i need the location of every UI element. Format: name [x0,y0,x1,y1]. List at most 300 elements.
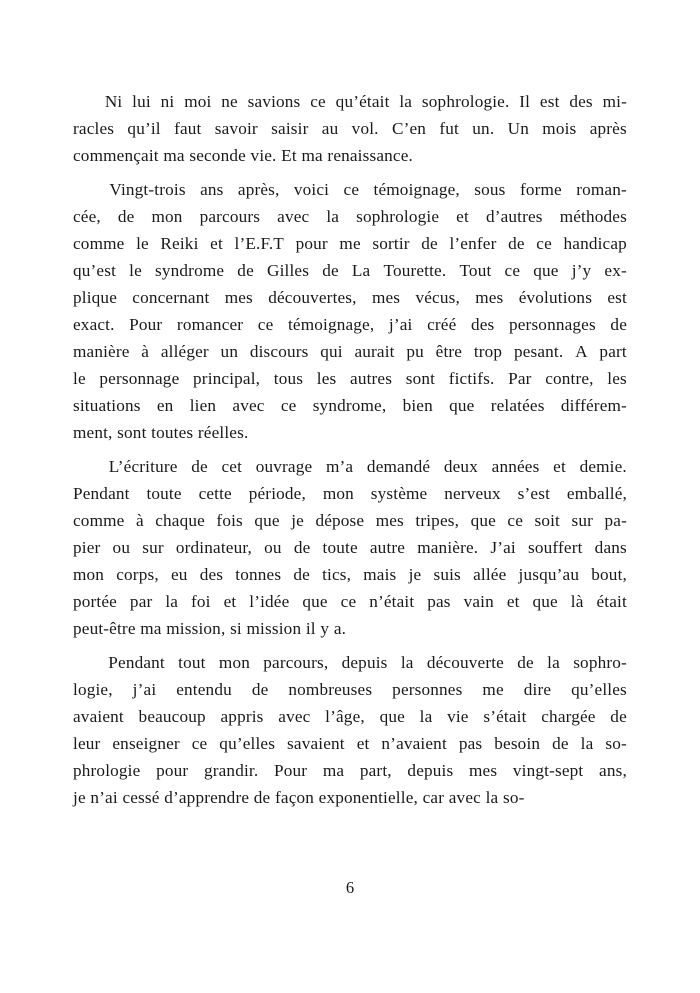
word: de [191,457,208,476]
word: il [305,619,316,638]
word: de [517,653,534,672]
word: après, [237,180,280,199]
word: peut-être [73,619,136,638]
word: personnages [508,315,596,334]
word: ce [191,734,208,753]
word: n’était [369,592,415,611]
word: période, [248,484,306,503]
word: fois [216,511,243,530]
word: a. [333,619,347,638]
word: tonnes [235,565,282,584]
word: lien [189,396,217,415]
word: saisir [271,119,309,138]
word: vie [447,707,469,726]
word: mission [246,619,302,638]
word: exact. [73,315,115,334]
word: Tout [459,261,492,280]
word: l’âge, [325,707,365,726]
word: relatées [490,396,545,415]
word: avec [277,207,310,226]
word: réelles. [197,423,249,442]
word: après [589,119,627,138]
word: différem- [560,396,627,415]
word: toutes [151,423,194,442]
word: logie, [73,680,113,699]
word: sont [117,423,147,442]
text-line [73,676,627,703]
word: de [322,261,339,280]
word: sur [142,538,164,557]
word: chaque [155,511,205,530]
word: que [254,511,280,530]
word: système [370,484,428,503]
word: renaissance. [327,146,413,165]
word: ma [322,761,345,780]
word: au [321,119,339,138]
word: ou [264,538,282,557]
word: avec [448,788,481,807]
word: grandir. [203,761,259,780]
text-line [73,257,627,284]
word: mi- [602,92,627,111]
word: vingt-sept [512,761,584,780]
word: de [251,680,269,699]
word: de [293,538,311,557]
word: là [570,592,584,611]
word: faut [174,119,202,138]
word: par [129,592,153,611]
word: cette [198,484,232,503]
word: s’est [517,484,551,503]
text-line [73,338,627,365]
word: syndrome [155,261,225,280]
paragraph [73,88,627,169]
word: un. [472,119,495,138]
word: pas [427,592,451,611]
word: nerveux [444,484,501,503]
word: et [223,592,237,611]
word: mon [322,484,354,503]
word: je [73,788,86,807]
word: parcours, [263,653,329,672]
word: avaient [73,707,124,726]
word: savoir [214,119,258,138]
word: pour [295,234,328,253]
word: ce [507,511,523,530]
word: ce [343,180,360,199]
word: découverte [426,653,504,672]
word: voici [293,180,330,199]
text-line [73,588,627,615]
word: La [351,261,371,280]
word: bout, [591,565,627,584]
word: suis [433,565,461,584]
word: tous [273,369,304,388]
word: parcours [199,207,261,226]
word: n’ai [90,788,118,807]
word: discours [249,342,309,361]
text-line [73,230,627,257]
word: s’était [483,707,527,726]
word: et [456,207,469,226]
word: leur [73,734,101,753]
word: la [400,653,414,672]
word: je [291,511,304,530]
page-number: 6 [345,878,355,897]
word: toute [322,538,358,557]
word: de [610,315,627,334]
word: créé [427,315,457,334]
word: allée [473,565,507,584]
word: la [547,653,560,672]
word: d’apprendre [164,788,250,807]
word: l’E.F.T [234,234,284,253]
word: à [141,342,150,361]
word: pour [156,761,189,780]
word: ma [163,146,185,165]
word: sous [474,180,506,199]
word: qu’est [73,261,117,280]
word: so- [502,788,525,807]
word: les [607,369,627,388]
word: de [508,234,525,253]
word: ce [504,261,521,280]
word: qu’il [127,119,161,138]
word: un [220,342,239,361]
word: cée, [73,207,101,226]
word: en [156,396,174,415]
word: vol. [351,119,379,138]
word: me [482,680,504,699]
word: ou [112,538,131,557]
text-line [73,561,627,588]
word: sur [571,511,594,530]
word: avec [232,396,265,415]
text-line [73,615,627,642]
text-line [73,142,627,169]
word: Gilles [266,261,310,280]
word: le [129,261,142,280]
word: témoignage, [287,315,375,334]
word: situations [73,396,141,415]
paragraph [73,649,627,811]
word: pesant. [513,342,564,361]
word: la [399,92,413,111]
word: façon [275,788,315,807]
word: pa- [604,511,627,530]
word: fictifs. [448,369,495,388]
word: qui [320,342,343,361]
text-line [73,784,627,811]
text-line [73,176,627,203]
word: à [135,511,144,530]
word: demandé [366,457,431,476]
word: ma [301,146,323,165]
word: chargée [541,707,596,726]
word: mes [469,761,498,780]
word: l’enfer [449,234,497,253]
word: entendu [176,680,232,699]
word: ce [280,396,297,415]
word: Vingt-trois [109,180,186,199]
word: la [326,207,340,226]
word: n’avaient [381,734,447,753]
word: seconde [189,146,246,165]
word: cessé [122,788,160,807]
word: vain [463,592,494,611]
word: plique [73,288,117,307]
paragraph [73,453,627,642]
word: bien [402,396,433,415]
word: Tourette. [383,261,447,280]
word: toute [146,484,182,503]
word: qu’elles [219,734,276,753]
word: ce [340,592,357,611]
word: aurait [354,342,395,361]
word: de [237,261,254,280]
word: mais [363,565,397,584]
text-line [73,115,627,142]
word: sophrologie. [421,92,510,111]
word: autre [369,538,406,557]
word: concernant [132,288,210,307]
word: dépose [315,511,365,530]
word: la [165,592,179,611]
word: romancer [176,315,244,334]
word: sortir [372,234,410,253]
word: est [607,288,627,307]
word: cet [221,457,243,476]
word: de [253,788,271,807]
word: besoin [494,734,541,753]
word: est [539,92,560,111]
word: Un [507,119,529,138]
word: tripes, [415,511,460,530]
word: la [485,788,499,807]
word: pas [458,734,483,753]
word: mission, [166,619,226,638]
word: et [506,592,520,611]
word: et [553,457,566,476]
word: so- [605,734,627,753]
word: demie. [579,457,627,476]
text-line [73,757,627,784]
word: tout [178,653,206,672]
word: Reiki [160,234,199,253]
text-line [73,480,627,507]
word: phrologie [73,761,141,780]
word: alléger [160,342,209,361]
word: sont [405,369,436,388]
word: tics, [322,565,352,584]
word: les [316,369,337,388]
word: que [532,592,558,611]
word: y [320,619,330,638]
word: que [379,707,405,726]
word: C’en [391,119,427,138]
word: sophro- [573,653,627,672]
word: le [73,369,86,388]
word: Et [281,146,297,165]
word: qu’était [335,92,390,111]
word: roman- [576,180,627,199]
word: sophrologie [356,207,440,226]
word: je [408,565,422,584]
word: racles [73,119,115,138]
word: personnage [99,369,180,388]
word: des [569,92,593,111]
word: mes [475,288,504,307]
word: j’y [571,261,592,280]
word: était [596,592,627,611]
word: corps, [116,565,159,584]
word: ne [221,92,238,111]
word: avec [278,707,311,726]
word: de [610,707,627,726]
word: ordinateur, [175,538,253,557]
word: que [470,511,496,530]
word: pu [406,342,424,361]
word: ouvrage [255,457,313,476]
word: vécus, [415,288,460,307]
word: Pendant [73,484,130,503]
word: des [199,565,224,584]
word: personnes [392,680,463,699]
text-line [73,392,627,419]
word: l’idée [249,592,290,611]
word: Pour [129,315,163,334]
word: savions [247,92,301,111]
word: comme [73,234,125,253]
word: qu’elles [571,680,627,699]
word: manière. [417,538,479,557]
word: découvertes, [268,288,357,307]
word: Par [508,369,532,388]
word: comme [73,511,125,530]
word: témoignage, [373,180,460,199]
word: nombreuses [288,680,373,699]
word: ex- [604,261,627,280]
word: L’écriture [108,457,178,476]
paragraph [73,176,627,446]
word: ma [140,619,162,638]
word: manière [73,342,130,361]
word: deux [443,457,478,476]
word: ans, [599,761,627,780]
word: mon [218,653,250,672]
word: ce [536,234,552,253]
word: commençait [73,146,159,165]
word: Ni [104,92,123,111]
word: contre, [545,369,594,388]
word: depuis [341,653,388,672]
word: ce [257,315,274,334]
word: mon [151,207,183,226]
word: vie. [250,146,277,165]
word: jusqu’au [518,565,580,584]
text-line [73,88,627,115]
word: d’autres [485,207,543,226]
word: de [421,234,438,253]
word: dans [594,538,627,557]
text-line [73,649,627,676]
word: foi [191,592,211,611]
word: savaient [287,734,345,753]
text-line [73,730,627,757]
word: ce [310,92,326,111]
word: enseigner [112,734,180,753]
word: principal, [193,369,261,388]
text-line [73,453,627,480]
text-line [73,534,627,561]
word: Pendant [108,653,165,672]
word: ans [200,180,224,199]
text-line [73,203,627,230]
word: être [435,342,463,361]
text-line [73,365,627,392]
word: part [599,342,627,361]
word: m’a [325,457,354,476]
word: appris [220,707,264,726]
word: depuis [407,761,454,780]
word: emballé, [566,484,627,503]
word: J’ai [490,538,516,557]
word: de [293,565,310,584]
word: moi [184,92,212,111]
word: A [575,342,588,361]
word: années [491,457,540,476]
word: ni [160,92,175,111]
word: trop [473,342,503,361]
word: si [230,619,242,638]
word: beaucoup [138,707,206,726]
word: mes [375,511,404,530]
word: Pour [274,761,308,780]
word: méthodes [559,207,627,226]
word: la [419,707,433,726]
word: mon [73,565,105,584]
word: exponentielle, [318,788,418,807]
text-line [73,284,627,311]
word: handicap [563,234,627,253]
word: des [470,315,495,334]
word: que [449,396,475,415]
word: fut [439,119,459,138]
word: mes [224,288,253,307]
word: et [356,734,370,753]
word: me [339,234,361,253]
word: autres [350,369,393,388]
word: lui [132,92,151,111]
word: ment, [73,423,113,442]
word: mes [371,288,401,307]
word: car [422,788,445,807]
word: de [117,207,135,226]
page-body-text [73,88,627,811]
word: part, [359,761,392,780]
text-line [73,703,627,730]
word: pier [73,538,101,557]
word: dire [523,680,552,699]
word: et [210,234,223,253]
text-line [73,507,627,534]
word: la [580,734,594,753]
word: syndrome, [312,396,387,415]
word: Il [519,92,531,111]
word: que [302,592,328,611]
word: eu [170,565,188,584]
text-line [73,419,627,446]
